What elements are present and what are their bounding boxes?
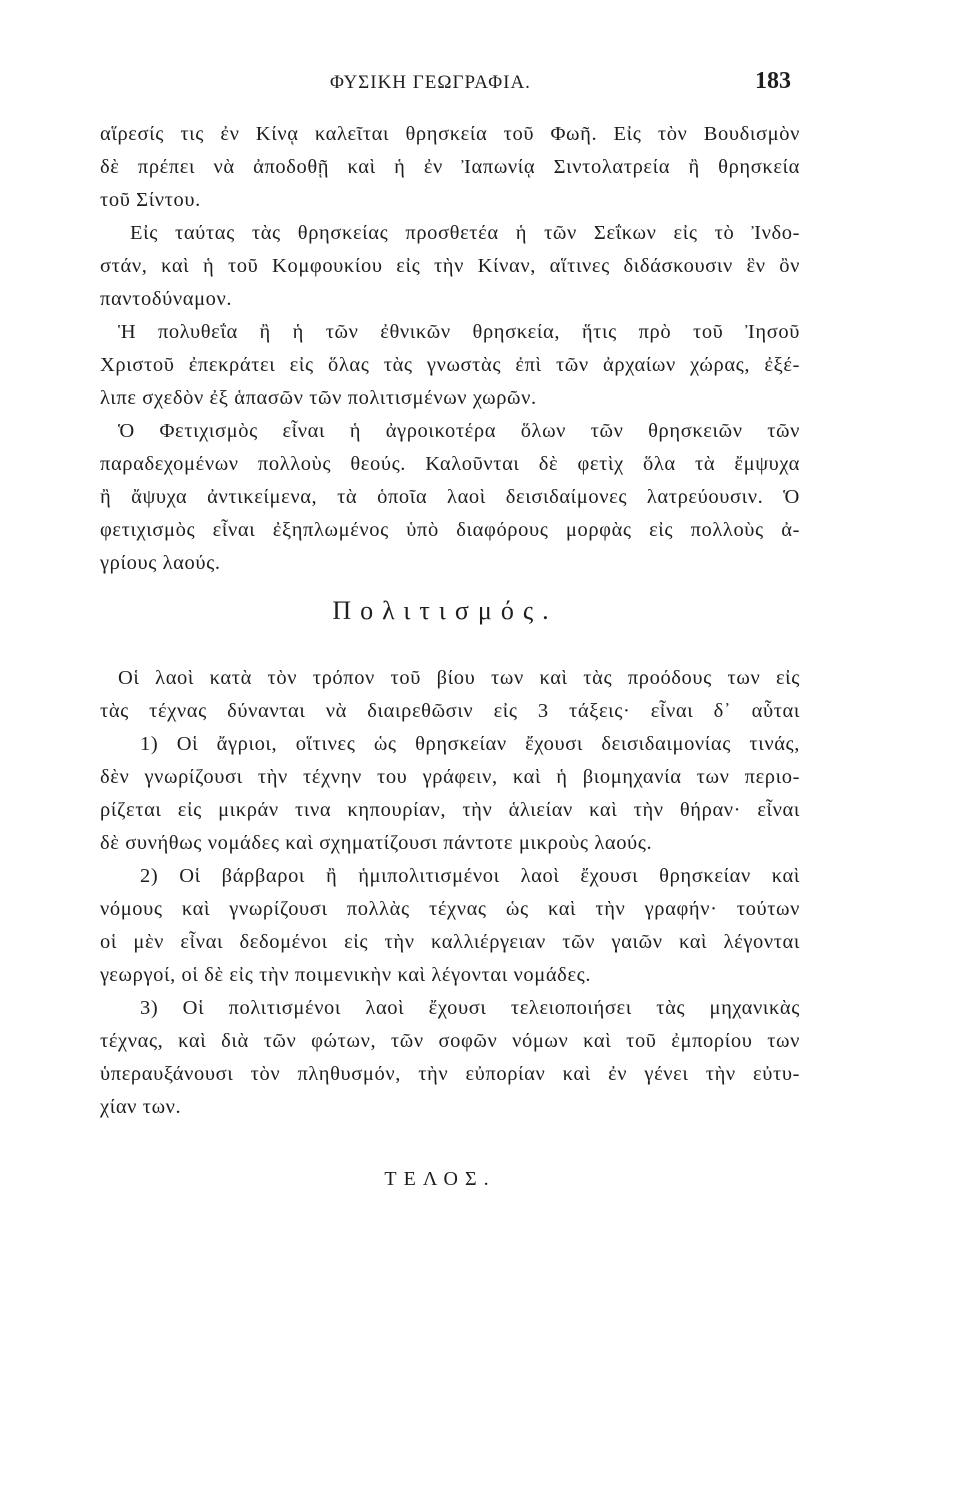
- page-header: [0, 68, 961, 104]
- text-line: τοῦ Σίντου.: [100, 189, 201, 211]
- text-line: γρίους λαούς.: [100, 552, 221, 574]
- text-line: 2) Οἱ βάρβαροι ἢ ἡμιπολιτισμένοι λαοὶ ἔχουσι θρησκείαν καὶ: [140, 865, 800, 887]
- text-line: οἱ μὲν εἶναι δεδομένοι εἰς τὴν καλλιέργειαν τῶν γαιῶν καὶ λέγονται: [100, 931, 800, 953]
- text-line: Εἰς ταύτας τὰς θρησκείας προσθετέα ἡ τῶν Σεΐκων εἰς τὸ Ἰνδο-: [130, 222, 800, 244]
- text-line: ἢ ἄψυχα ἀντικείμενα, τὰ ὁποῖα λαοὶ δεισιδαίμονες λατρεύουσιν. Ὁ: [100, 486, 800, 508]
- page-number: 183: [755, 68, 791, 94]
- text-line: λιπε σχεδὸν ἐξ ἁπασῶν τῶν πολιτισμένων χωρῶν.: [100, 387, 537, 409]
- text-line: αἵρεσίς τις ἐν Κίνᾳ καλεῖται θρησκεία τοῦ Φωῆ. Εἰς τὸν Βουδισμὸν: [100, 123, 800, 145]
- text-line: φετιχισμὸς εἶναι ἐξηπλωμένος ὑπὸ διαφόρους μορφὰς εἰς πολλοὺς ἀ-: [100, 519, 800, 541]
- text-line: Χριστοῦ ἐπεκράτει εἰς ὅλας τὰς γνωστὰς ἐπὶ τῶν ἀρχαίων χώρας, ἐξέ-: [100, 354, 800, 376]
- section-title: Πολιτισμός.: [332, 596, 558, 625]
- text-line: παραδεχομένων πολλοὺς θεούς. Καλοῦνται δὲ φετὶχ ὅλα τὰ ἔμψυχα: [100, 453, 800, 475]
- text-line: νόμους καὶ γνωρίζουσι πολλὰς τέχνας ὡς καὶ τὴν γραφήν· τούτων: [100, 898, 800, 920]
- text-line: δὲν γνωρίζουσι τὴν τέχνην του γράφειν, καὶ ἡ βιομηχανία των περιο-: [100, 766, 800, 788]
- text-line: τέχνας, καὶ διὰ τῶν φώτων, τῶν σοφῶν νόμων καὶ τοῦ ἐμπορίου των: [100, 1030, 800, 1052]
- text-line: Οἱ λαοὶ κατὰ τὸν τρόπον τοῦ βίου των καὶ τὰς προόδους των εἰς: [118, 667, 800, 689]
- text-line: στάν, καὶ ἡ τοῦ Κομφουκίου εἰς τὴν Κίναν, αἵτινες διδάσκουσιν ἓν ὂν: [100, 255, 800, 277]
- text-line: Ὁ Φετιχισμὸς εἶναι ἡ ἀγροικοτέρα ὅλων τῶν θρησκειῶν τῶν: [118, 420, 800, 442]
- text-line: παντοδύναμον.: [100, 288, 233, 310]
- text-line: χίαν των.: [100, 1096, 182, 1118]
- text-line: δὲ συνήθως νομάδες καὶ σχηματίζουσι πάντοτε μικροὺς λαούς.: [100, 832, 653, 854]
- running-title: ΦΥΣΙΚΗ ΓΕΩΓΡΑΦΙΑ.: [330, 72, 531, 93]
- end-mark: ΤΕΛΟΣ.: [384, 1168, 496, 1190]
- text-line: δὲ πρέπει νὰ ἀποδοθῇ καὶ ἡ ἐν Ἰαπωνίᾳ Σιντολατρεία ἢ θρησκεία: [100, 156, 800, 178]
- religions-text: [100, 118, 800, 580]
- text-line: ὑπεραυξάνουσι τὸν πληθυσμόν, τὴν εὐπορίαν καὶ ἐν γένει τὴν εὐτυ-: [100, 1063, 800, 1085]
- text-line: γεωργοί, οἱ δὲ εἰς τὴν ποιμενικὴν καὶ λέγονται νομάδες.: [100, 964, 592, 986]
- civilization-text: [100, 662, 800, 1124]
- text-line: ρίζεται εἰς μικράν τινα κηπουρίαν, τὴν ἁλιείαν καὶ τὴν θήραν· εἶναι: [100, 799, 800, 821]
- text-line: Ἡ πολυθεΐα ἢ ἡ τῶν ἐθνικῶν θρησκεία, ἥτις πρὸ τοῦ Ἰησοῦ: [118, 321, 800, 343]
- text-line: τὰς τέχνας δύνανται νὰ διαιρεθῶσιν εἰς 3 τάξεις· εἶναι δ᾽ αὗται: [100, 700, 800, 722]
- text-line: 3) Οἱ πολιτισμένοι λαοὶ ἔχουσι τελειοποιήσει τὰς μηχανικὰς: [140, 997, 800, 1019]
- text-line: 1) Οἱ ἄγριοι, οἵτινες ὡς θρησκείαν ἔχουσι δεισιδαιμονίας τινάς,: [140, 733, 800, 755]
